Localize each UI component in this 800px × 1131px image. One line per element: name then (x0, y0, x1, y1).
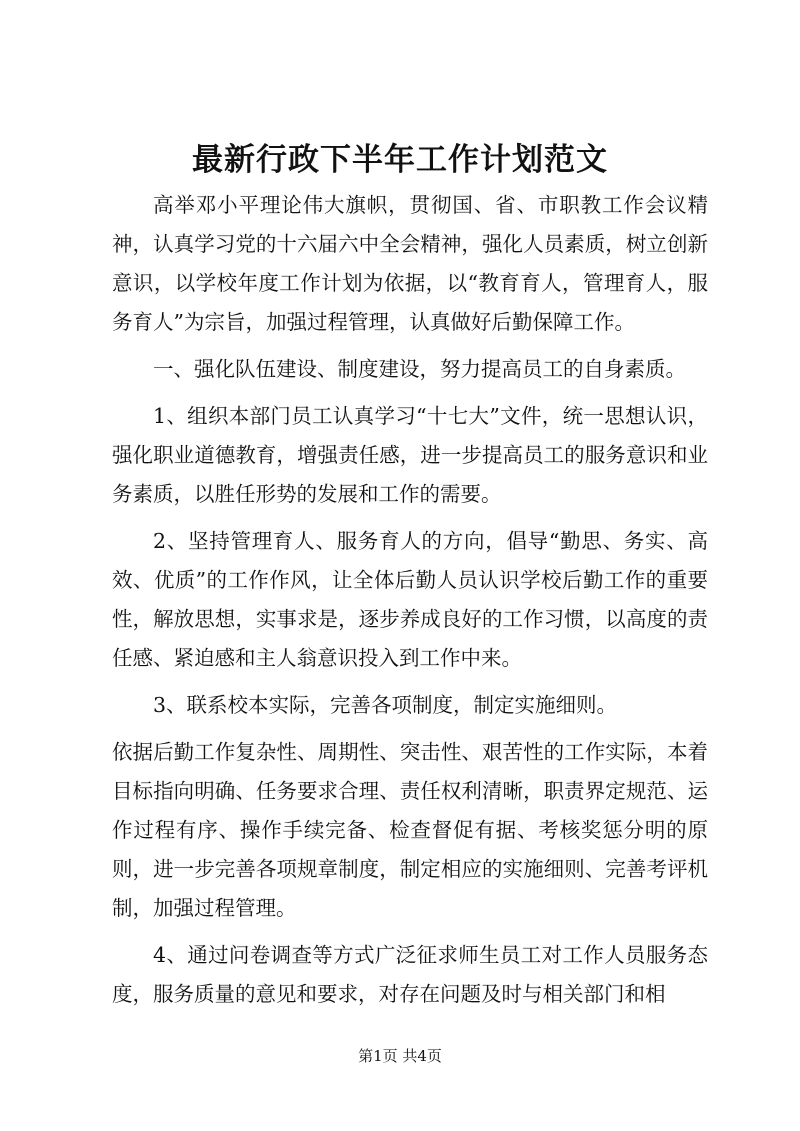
paragraph-item-2: 2、坚持管理育人、服务育人的方向，倡导“勤思、务实、高效、优质”的工作作风，让全体后勤人员认识学校后勤工作的重要性，解放思想，实事求是，逐步养成良好的工作习惯，以高度的责任感、紧迫感和主人翁意识投入到工作中来。 (112, 529, 708, 670)
paragraph-intro: 高举邓小平理论伟大旗帜，贯彻国、省、市职教工作会议精神，认真学习党的十六届六中全会精神，强化人员素质，树立创新意识，以学校年度工作计划为依据，以“教育育人，管理育人，服务育人”为宗旨，加强过程管理，认真做好后勤保障工作。 (112, 193, 708, 334)
document-body (112, 186, 708, 1022)
document-title: 最新行政下半年工作计划范文 (192, 142, 608, 178)
paragraph-section-1-heading: 一、强化队伍建设、制度建设，努力提高员工的自身素质。 (153, 357, 686, 381)
page-footer: 第1页 共4页 (358, 1047, 442, 1065)
paragraph-item-3: 3、联系校本实际，完善各项制度，制定实施细则。 (153, 693, 618, 717)
paragraph-item-3-detail: 依据后勤工作复杂性、周期性、突击性、艰苦性的工作实际，本着目标指向明确、任务要求合理、责任权利清晰，职责界定规范、运作过程有序、操作手续完备、检查督促有据、考核奖惩分明的原则，进一步完善各项规章制度，制定相应的实施细则、完善考评机制，加强过程管理。 (112, 740, 708, 920)
paragraph-item-1: 1、组织本部门员工认真学习“十七大”文件，统一思想认识，强化职业道德教育，增强责任感，进一步提高员工的服务意识和业务素质，以胜任形势的发展和工作的需要。 (112, 404, 708, 506)
paragraph-item-4: 4、通过问卷调查等方式广泛征求师生员工对工作人员服务态度，服务质量的意见和要求，对存在问题及时与相关部门和相 (112, 943, 708, 1006)
